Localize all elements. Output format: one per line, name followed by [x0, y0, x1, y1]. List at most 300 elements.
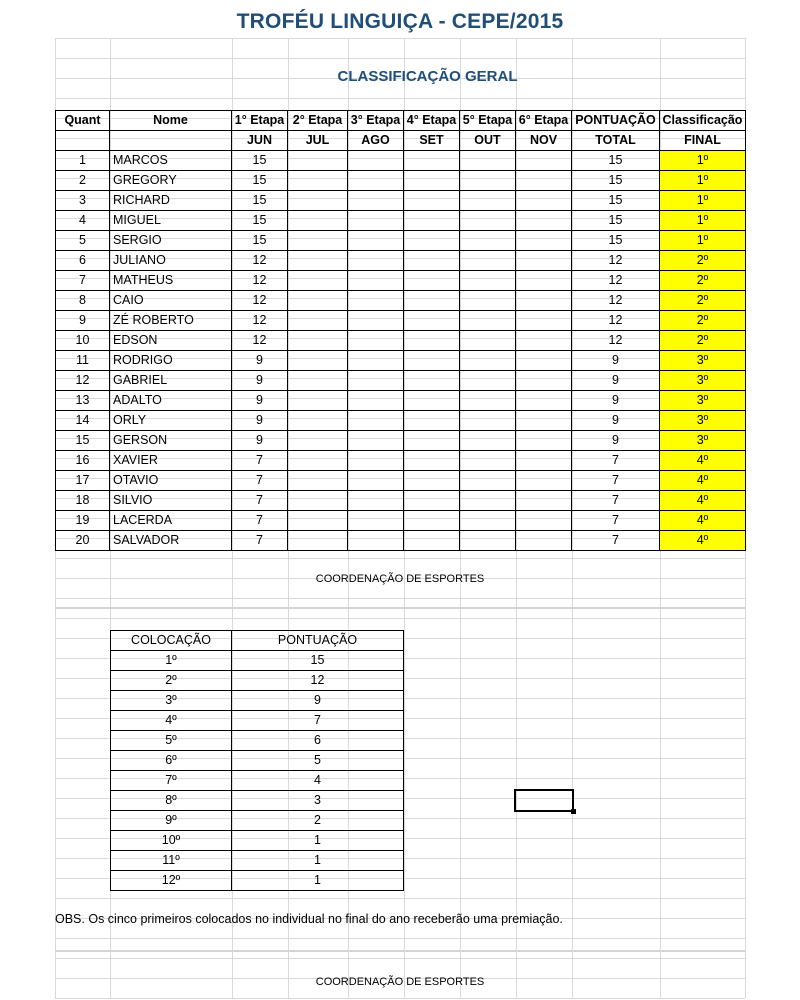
row-number-cell[interactable]: 6 — [56, 251, 110, 271]
final-rank-cell[interactable]: 2º — [660, 311, 746, 331]
header-cell: 3° Etapa — [348, 111, 404, 131]
final-rank-cell[interactable]: 4º — [660, 511, 746, 531]
empty-stage-cell[interactable] — [404, 251, 460, 271]
empty-stage-cell[interactable] — [516, 531, 572, 551]
athlete-name-cell[interactable]: XAVIER — [110, 451, 232, 471]
stage1-score-cell[interactable]: 15 — [232, 171, 288, 191]
points-header-cell: PONTUAÇÃO — [232, 631, 404, 651]
total-score-cell[interactable]: 12 — [572, 311, 660, 331]
points-value-cell[interactable]: 12 — [232, 671, 404, 691]
empty-stage-cell[interactable] — [404, 411, 460, 431]
stage1-score-cell[interactable]: 15 — [232, 211, 288, 231]
row-number-cell[interactable]: 18 — [56, 491, 110, 511]
stage1-score-cell[interactable]: 7 — [232, 531, 288, 551]
table-row — [56, 211, 746, 231]
final-rank-cell[interactable]: 3º — [660, 431, 746, 451]
total-score-cell[interactable]: 15 — [572, 151, 660, 171]
row-number-cell[interactable]: 10 — [56, 331, 110, 351]
empty-stage-cell[interactable] — [516, 171, 572, 191]
empty-stage-cell[interactable] — [288, 151, 348, 171]
empty-stage-cell[interactable] — [348, 231, 404, 251]
athlete-name-cell[interactable]: LACERDA — [110, 511, 232, 531]
empty-stage-cell[interactable] — [516, 311, 572, 331]
row-number-cell[interactable]: 3 — [56, 191, 110, 211]
empty-stage-cell[interactable] — [516, 211, 572, 231]
total-score-cell[interactable]: 12 — [572, 291, 660, 311]
row-number-cell[interactable]: 12 — [56, 371, 110, 391]
athlete-name-cell[interactable]: JULIANO — [110, 251, 232, 271]
header-cell: NOV — [516, 131, 572, 151]
empty-stage-cell[interactable] — [348, 251, 404, 271]
empty-stage-cell[interactable] — [288, 331, 348, 351]
empty-stage-cell[interactable] — [288, 351, 348, 371]
placement-cell[interactable]: 8º — [111, 791, 232, 811]
athlete-name-cell[interactable]: RODRIGO — [110, 351, 232, 371]
empty-stage-cell[interactable] — [404, 291, 460, 311]
grid-row-line — [55, 598, 745, 599]
empty-stage-cell[interactable] — [460, 451, 516, 471]
final-rank-cell[interactable]: 3º — [660, 391, 746, 411]
header-cell: AGO — [348, 131, 404, 151]
header-cell: PONTUAÇÃO — [572, 111, 660, 131]
empty-stage-cell[interactable] — [460, 431, 516, 451]
empty-stage-cell[interactable] — [348, 331, 404, 351]
empty-stage-cell[interactable] — [288, 171, 348, 191]
empty-stage-cell[interactable] — [516, 511, 572, 531]
stage1-score-cell[interactable]: 9 — [232, 351, 288, 371]
empty-stage-cell[interactable] — [288, 471, 348, 491]
final-rank-cell[interactable]: 2º — [660, 251, 746, 271]
placement-cell[interactable]: 5º — [111, 731, 232, 751]
empty-stage-cell[interactable] — [404, 511, 460, 531]
table-row — [56, 471, 746, 491]
empty-stage-cell[interactable] — [288, 211, 348, 231]
empty-stage-cell[interactable] — [348, 511, 404, 531]
grid-row-line — [55, 958, 745, 959]
grid-row-line — [55, 998, 745, 999]
total-score-cell[interactable]: 7 — [572, 471, 660, 491]
points-value-cell[interactable]: 7 — [232, 711, 404, 731]
total-score-cell[interactable]: 9 — [572, 371, 660, 391]
total-score-cell[interactable]: 15 — [572, 211, 660, 231]
stage1-score-cell[interactable]: 12 — [232, 271, 288, 291]
coordination-label: COORDENAÇÃO DE ESPORTES — [315, 573, 485, 585]
athlete-name-cell[interactable]: MATHEUS — [110, 271, 232, 291]
empty-stage-cell[interactable] — [288, 491, 348, 511]
empty-stage-cell[interactable] — [348, 151, 404, 171]
stage1-score-cell[interactable]: 9 — [232, 431, 288, 451]
empty-stage-cell[interactable] — [404, 371, 460, 391]
table-row — [56, 371, 746, 391]
empty-stage-cell[interactable] — [516, 411, 572, 431]
empty-stage-cell[interactable] — [460, 351, 516, 371]
final-rank-cell[interactable]: 3º — [660, 411, 746, 431]
table-row — [56, 351, 746, 371]
final-rank-cell[interactable]: 1º — [660, 211, 746, 231]
total-score-cell[interactable]: 15 — [572, 171, 660, 191]
empty-stage-cell[interactable] — [404, 391, 460, 411]
empty-stage-cell[interactable] — [460, 531, 516, 551]
empty-stage-cell[interactable] — [460, 191, 516, 211]
stage1-score-cell[interactable]: 7 — [232, 451, 288, 471]
empty-stage-cell[interactable] — [460, 491, 516, 511]
points-row — [111, 671, 404, 691]
row-number-cell[interactable]: 17 — [56, 471, 110, 491]
final-rank-cell[interactable]: 4º — [660, 531, 746, 551]
total-score-cell[interactable]: 7 — [572, 491, 660, 511]
empty-stage-cell[interactable] — [288, 191, 348, 211]
empty-stage-cell[interactable] — [460, 371, 516, 391]
athlete-name-cell[interactable]: MARCOS — [110, 151, 232, 171]
empty-stage-cell[interactable] — [288, 531, 348, 551]
separator-line — [55, 607, 745, 609]
athlete-name-cell[interactable]: RICHARD — [110, 191, 232, 211]
points-header-row — [111, 631, 404, 651]
header-cell: FINAL — [660, 131, 746, 151]
empty-stage-cell[interactable] — [404, 151, 460, 171]
empty-stage-cell[interactable] — [460, 211, 516, 231]
empty-stage-cell[interactable] — [404, 431, 460, 451]
empty-stage-cell[interactable] — [288, 311, 348, 331]
points-row — [111, 831, 404, 851]
empty-stage-cell[interactable] — [460, 171, 516, 191]
points-table — [110, 630, 404, 891]
empty-stage-cell[interactable] — [460, 511, 516, 531]
athlete-name-cell[interactable]: MIGUEL — [110, 211, 232, 231]
final-rank-cell[interactable]: 1º — [660, 191, 746, 211]
empty-stage-cell[interactable] — [404, 211, 460, 231]
table-row — [56, 451, 746, 471]
empty-stage-cell[interactable] — [288, 291, 348, 311]
athlete-name-cell[interactable]: SERGIO — [110, 231, 232, 251]
empty-stage-cell[interactable] — [404, 231, 460, 251]
empty-stage-cell[interactable] — [348, 431, 404, 451]
athlete-name-cell[interactable]: ZÉ ROBERTO — [110, 311, 232, 331]
final-rank-cell[interactable]: 2º — [660, 331, 746, 351]
points-value-cell[interactable]: 1 — [232, 831, 404, 851]
table-row — [56, 291, 746, 311]
empty-stage-cell[interactable] — [348, 391, 404, 411]
empty-stage-cell[interactable] — [404, 351, 460, 371]
stage1-score-cell[interactable]: 12 — [232, 251, 288, 271]
empty-stage-cell[interactable] — [404, 451, 460, 471]
empty-stage-cell[interactable] — [348, 371, 404, 391]
placement-cell[interactable]: 3º — [111, 691, 232, 711]
table-row — [56, 171, 746, 191]
athlete-name-cell[interactable]: EDSON — [110, 331, 232, 351]
empty-stage-cell[interactable] — [288, 431, 348, 451]
empty-stage-cell[interactable] — [516, 151, 572, 171]
empty-stage-cell[interactable] — [288, 271, 348, 291]
final-rank-cell[interactable]: 3º — [660, 351, 746, 371]
header-cell: 4° Etapa — [404, 111, 460, 131]
empty-stage-cell[interactable] — [516, 231, 572, 251]
row-number-cell[interactable]: 13 — [56, 391, 110, 411]
empty-stage-cell[interactable] — [460, 231, 516, 251]
points-row — [111, 811, 404, 831]
row-number-cell[interactable]: 7 — [56, 271, 110, 291]
placement-cell[interactable]: 7º — [111, 771, 232, 791]
athlete-name-cell[interactable]: GREGORY — [110, 171, 232, 191]
points-value-cell[interactable]: 1 — [232, 851, 404, 871]
placement-cell[interactable]: 1º — [111, 651, 232, 671]
empty-stage-cell[interactable] — [460, 151, 516, 171]
table-row — [56, 331, 746, 351]
selected-cell[interactable] — [514, 789, 574, 812]
table-row — [56, 431, 746, 451]
row-number-cell[interactable]: 4 — [56, 211, 110, 231]
total-score-cell[interactable]: 15 — [572, 191, 660, 211]
points-value-cell[interactable]: 2 — [232, 811, 404, 831]
header-cell: JUN — [232, 131, 288, 151]
empty-stage-cell[interactable] — [404, 191, 460, 211]
stage1-score-cell[interactable]: 7 — [232, 511, 288, 531]
empty-stage-cell[interactable] — [516, 491, 572, 511]
table-row — [56, 251, 746, 271]
placement-cell[interactable]: 11º — [111, 851, 232, 871]
empty-stage-cell[interactable] — [348, 171, 404, 191]
total-score-cell[interactable]: 7 — [572, 451, 660, 471]
total-score-cell[interactable]: 12 — [572, 271, 660, 291]
empty-stage-cell[interactable] — [460, 411, 516, 431]
points-value-cell[interactable]: 4 — [232, 771, 404, 791]
table-row — [56, 271, 746, 291]
table-row — [56, 511, 746, 531]
stage1-score-cell[interactable]: 15 — [232, 191, 288, 211]
empty-stage-cell[interactable] — [288, 411, 348, 431]
empty-stage-cell[interactable] — [460, 331, 516, 351]
row-number-cell[interactable]: 16 — [56, 451, 110, 471]
empty-stage-cell[interactable] — [348, 271, 404, 291]
final-rank-cell[interactable]: 1º — [660, 151, 746, 171]
header-cell: 1° Etapa — [232, 111, 288, 131]
final-rank-cell[interactable]: 2º — [660, 271, 746, 291]
points-row — [111, 851, 404, 871]
grid-row-line — [55, 38, 745, 39]
grid-row-line — [55, 558, 745, 559]
points-row — [111, 791, 404, 811]
empty-stage-cell[interactable] — [516, 431, 572, 451]
row-number-cell[interactable]: 19 — [56, 511, 110, 531]
table-row — [56, 151, 746, 171]
empty-stage-cell[interactable] — [404, 531, 460, 551]
total-score-cell[interactable]: 12 — [572, 331, 660, 351]
ranking-table — [55, 110, 746, 551]
header-cell — [56, 131, 110, 151]
header-cell: SET — [404, 131, 460, 151]
placement-cell[interactable]: 12º — [111, 871, 232, 891]
empty-stage-cell[interactable] — [348, 351, 404, 371]
table-row — [56, 391, 746, 411]
points-value-cell[interactable]: 9 — [232, 691, 404, 711]
row-number-cell[interactable]: 5 — [56, 231, 110, 251]
final-rank-cell[interactable]: 2º — [660, 291, 746, 311]
header-cell: Nome — [110, 111, 232, 131]
empty-stage-cell[interactable] — [460, 271, 516, 291]
table-row — [56, 491, 746, 511]
grid-row-line — [55, 938, 745, 939]
empty-stage-cell[interactable] — [516, 351, 572, 371]
points-value-cell[interactable]: 3 — [232, 791, 404, 811]
placement-cell[interactable]: 9º — [111, 811, 232, 831]
stage1-score-cell[interactable]: 7 — [232, 491, 288, 511]
final-rank-cell[interactable]: 4º — [660, 451, 746, 471]
stage1-score-cell[interactable]: 9 — [232, 371, 288, 391]
row-number-cell[interactable]: 1 — [56, 151, 110, 171]
empty-stage-cell[interactable] — [288, 511, 348, 531]
stage1-score-cell[interactable]: 12 — [232, 311, 288, 331]
empty-stage-cell[interactable] — [348, 211, 404, 231]
athlete-name-cell[interactable]: SILVIO — [110, 491, 232, 511]
page-title: TROFÉU LINGUIÇA - CEPE/2015 — [236, 10, 564, 33]
total-score-cell[interactable]: 9 — [572, 411, 660, 431]
empty-stage-cell[interactable] — [288, 251, 348, 271]
empty-stage-cell[interactable] — [348, 291, 404, 311]
row-number-cell[interactable]: 11 — [56, 351, 110, 371]
empty-stage-cell[interactable] — [516, 371, 572, 391]
total-score-cell[interactable]: 9 — [572, 431, 660, 451]
grid-row-line — [55, 898, 745, 899]
empty-stage-cell[interactable] — [460, 251, 516, 271]
empty-stage-cell[interactable] — [516, 251, 572, 271]
empty-stage-cell[interactable] — [348, 471, 404, 491]
points-value-cell[interactable]: 1 — [232, 871, 404, 891]
final-rank-cell[interactable]: 1º — [660, 171, 746, 191]
grid-row-line — [55, 98, 745, 99]
points-row — [111, 771, 404, 791]
row-number-cell[interactable]: 15 — [56, 431, 110, 451]
empty-stage-cell[interactable] — [348, 191, 404, 211]
empty-stage-cell[interactable] — [288, 451, 348, 471]
points-row — [111, 751, 404, 771]
table-header-row — [56, 131, 746, 151]
empty-stage-cell[interactable] — [404, 491, 460, 511]
empty-stage-cell[interactable] — [516, 291, 572, 311]
empty-stage-cell[interactable] — [348, 451, 404, 471]
points-value-cell[interactable]: 5 — [232, 751, 404, 771]
empty-stage-cell[interactable] — [516, 271, 572, 291]
empty-stage-cell[interactable] — [516, 391, 572, 411]
empty-stage-cell[interactable] — [404, 311, 460, 331]
header-cell: Quant — [56, 111, 110, 131]
points-value-cell[interactable]: 6 — [232, 731, 404, 751]
header-cell: TOTAL — [572, 131, 660, 151]
header-cell — [110, 131, 232, 151]
empty-stage-cell[interactable] — [404, 271, 460, 291]
empty-stage-cell[interactable] — [288, 231, 348, 251]
header-cell: 6° Etapa — [516, 111, 572, 131]
stage1-score-cell[interactable]: 9 — [232, 391, 288, 411]
points-row — [111, 871, 404, 891]
row-number-cell[interactable]: 14 — [56, 411, 110, 431]
stage1-score-cell[interactable]: 7 — [232, 471, 288, 491]
stage1-score-cell[interactable]: 9 — [232, 411, 288, 431]
empty-stage-cell[interactable] — [348, 311, 404, 331]
table-row — [56, 231, 746, 251]
points-row — [111, 711, 404, 731]
empty-stage-cell[interactable] — [404, 171, 460, 191]
header-cell: OUT — [460, 131, 516, 151]
header-cell: 2° Etapa — [288, 111, 348, 131]
points-row — [111, 651, 404, 671]
stage1-score-cell[interactable]: 15 — [232, 231, 288, 251]
header-cell: 5° Etapa — [460, 111, 516, 131]
total-score-cell[interactable]: 15 — [572, 231, 660, 251]
placement-cell[interactable]: 4º — [111, 711, 232, 731]
athlete-name-cell[interactable]: OTAVIO — [110, 471, 232, 491]
stage1-score-cell[interactable]: 12 — [232, 331, 288, 351]
empty-stage-cell[interactable] — [404, 331, 460, 351]
total-score-cell[interactable]: 9 — [572, 351, 660, 371]
table-header-row — [56, 111, 746, 131]
empty-stage-cell[interactable] — [404, 471, 460, 491]
final-rank-cell[interactable]: 1º — [660, 231, 746, 251]
placement-cell[interactable]: 10º — [111, 831, 232, 851]
points-row — [111, 691, 404, 711]
empty-stage-cell[interactable] — [460, 471, 516, 491]
stage1-score-cell[interactable]: 15 — [232, 151, 288, 171]
table-row — [56, 191, 746, 211]
header-cell: JUL — [288, 131, 348, 151]
grid-row-line — [55, 58, 745, 59]
empty-stage-cell[interactable] — [348, 531, 404, 551]
placement-header-cell: COLOCAÇÃO — [111, 631, 232, 651]
points-row — [111, 731, 404, 751]
table-row — [56, 311, 746, 331]
athlete-name-cell[interactable]: GABRIEL — [110, 371, 232, 391]
empty-stage-cell[interactable] — [288, 391, 348, 411]
coordination-label-footer: COORDENAÇÃO DE ESPORTES — [315, 976, 485, 988]
empty-stage-cell[interactable] — [288, 371, 348, 391]
observation-note: OBS. Os cinco primeiros colocados no individual no final do ano receberão uma premiação. — [55, 912, 563, 926]
page-subtitle: CLASSIFICAÇÃO GERAL — [337, 68, 518, 85]
header-cell: Classificação — [660, 111, 746, 131]
separator-line — [55, 950, 745, 952]
athlete-name-cell[interactable]: GERSON — [110, 431, 232, 451]
stage1-score-cell[interactable]: 12 — [232, 291, 288, 311]
row-number-cell[interactable]: 8 — [56, 291, 110, 311]
row-number-cell[interactable]: 20 — [56, 531, 110, 551]
athlete-name-cell[interactable]: SALVADOR — [110, 531, 232, 551]
empty-stage-cell[interactable] — [460, 291, 516, 311]
athlete-name-cell[interactable]: CAIO — [110, 291, 232, 311]
empty-stage-cell[interactable] — [460, 391, 516, 411]
final-rank-cell[interactable]: 4º — [660, 471, 746, 491]
final-rank-cell[interactable]: 3º — [660, 371, 746, 391]
athlete-name-cell[interactable]: ADALTO — [110, 391, 232, 411]
total-score-cell[interactable]: 7 — [572, 531, 660, 551]
row-number-cell[interactable]: 2 — [56, 171, 110, 191]
placement-cell[interactable]: 6º — [111, 751, 232, 771]
final-rank-cell[interactable]: 4º — [660, 491, 746, 511]
total-score-cell[interactable]: 7 — [572, 511, 660, 531]
total-score-cell[interactable]: 9 — [572, 391, 660, 411]
table-row — [56, 411, 746, 431]
row-number-cell[interactable]: 9 — [56, 311, 110, 331]
empty-stage-cell[interactable] — [516, 451, 572, 471]
points-value-cell[interactable]: 15 — [232, 651, 404, 671]
empty-stage-cell[interactable] — [348, 411, 404, 431]
empty-stage-cell[interactable] — [460, 311, 516, 331]
athlete-name-cell[interactable]: ORLY — [110, 411, 232, 431]
empty-stage-cell[interactable] — [516, 191, 572, 211]
placement-cell[interactable]: 2º — [111, 671, 232, 691]
empty-stage-cell[interactable] — [516, 471, 572, 491]
empty-stage-cell[interactable] — [516, 331, 572, 351]
grid-row-line — [55, 618, 745, 619]
total-score-cell[interactable]: 12 — [572, 251, 660, 271]
empty-stage-cell[interactable] — [348, 491, 404, 511]
